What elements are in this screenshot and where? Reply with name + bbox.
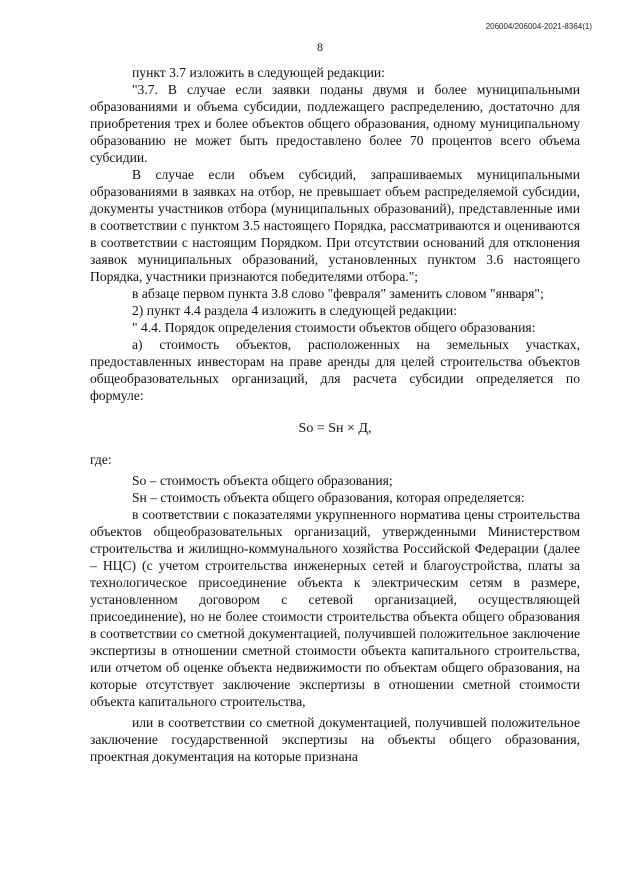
paragraph-smeta: или в соответствии со сметной документацией, получившей положительное заключение государственной экспертизы на объекты общего образования, проектная документация на которые признана bbox=[90, 715, 580, 764]
paragraph-3-8-amendment: в абзаце первом пункта 3.8 слово "февраля" заменить словом "января"; bbox=[132, 286, 544, 301]
definition-so: Sо – стоимость объекта общего образования; bbox=[132, 473, 393, 488]
paragraph-4-4-a: а) стоимость объектов, расположенных на земельных участках, предоставленных инвесторам на праве аренды для целей строительства объектов общеобразовательных организаций, для расчета субсидии определяется по формуле: bbox=[90, 337, 580, 403]
paragraph-4-4-heading: " 4.4. Порядок определения стоимости объектов общего образования: bbox=[132, 320, 536, 335]
formula: Sо = Sн × Д, bbox=[298, 421, 372, 436]
paragraph-intro-3-7: пункт 3.7 изложить в следующей редакции: bbox=[132, 65, 385, 80]
definition-sn: Sн – стоимость объекта общего образования, которая определяется: bbox=[132, 490, 525, 505]
paragraph-3-7-text: "3.7. В случае если заявки поданы двумя и более муниципальными образованиями и объема субсидии, подлежащего распределению, достаточно для приобретения трех и более объектов общего образования, одному муниципальному образованию не может быть предоставлено более 70 процентов всего объема субсидии. bbox=[90, 82, 580, 165]
page-number: 8 bbox=[317, 40, 323, 54]
paragraph-3-7-second: В случае если объем субсидий, запрашиваемых муниципальными образованиями в заявках на отбор, не превышает объем распределяемой субсидии, документы участников отбора (муниципальных образований), представленные ими в соответствии с пунктом 3.5 настоящего Порядка, рассматриваются и оцениваются в соответствии с настоящим Порядком. При отсутствии оснований для отклонения заявок муниципальных образований, установленных пунктом 3.6 настоящего Порядка, участники признаются победителями отбора."; bbox=[90, 167, 580, 284]
where-label: где: bbox=[90, 452, 112, 467]
paragraph-ncs: в соответствии с показателями укрупненного норматива цены строительства объектов общеобразовательных организаций, утвержденными Министерством строительства и жилищно-коммунального хозяйства Российской Федерации (далее – НЦС) (с учетом строительства инженерных сетей и благоустройства, платы за технологическое присоединение объекта к электрическим сетям в размере, установленном договором с сетевой организацией, осуществляющей присоединение), но не более стоимости строительства объекта общего образования в соответствии со сметной документацией, получившей положительное заключение экспертизы в отношении сметной стоимости объекта капитального строительства, или отчетом об оценке объекта недвижимости по объектам общего образования, на которые отсутствует заключение экспертизы в отношении сметной стоимости объекта капитального строительства, bbox=[90, 507, 580, 709]
document-body bbox=[90, 64, 580, 765]
paragraph-item-2: 2) пункт 4.4 раздела 4 изложить в следующей редакции: bbox=[132, 303, 457, 318]
document-id: 206004/206004-2021-8364(1) bbox=[485, 22, 592, 31]
